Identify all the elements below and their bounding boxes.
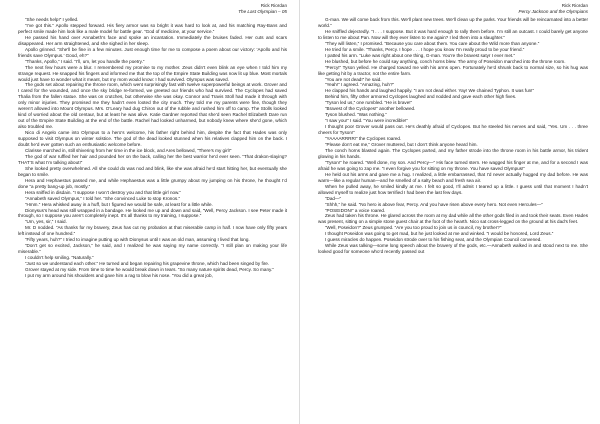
paragraph: “POSEIDON!” a voice roared. bbox=[325, 207, 386, 213]
paragraph: He held out his arms and gave me a hug. I realized, a little embarrassed, that I’d never actually hugged my dad before. He was warm—like a regular human—and he smelled of a salty beach and fresh sea air. bbox=[318, 171, 588, 183]
paragraph: “You are not dead!” he said. bbox=[325, 76, 382, 82]
paragraph: “Well, Poseidon?” Zeus grumped. “Are you too proud to join us in council, my brother?” bbox=[325, 225, 502, 231]
paragraph: He sniffled dejectedly. “I . . . I suppose. But it was hard enough to rally them before. I’m still an outcast. I could barely get anyone to listen to me about Pan. Now will they ever listen to me again? I led them into a slaughter.” bbox=[318, 28, 588, 40]
paragraph: Zeus had taken his throne. He glared across the room at my dad while all the other gods filed in and took their seats. Even Hades was present, sitting on a simple stone guest chair at the foot of the hearth. Nico sat cross-legged on the ground at his dad’s feet. bbox=[318, 213, 588, 225]
paragraph: “YAAAARRRR!” the Cyclopes roared. bbox=[325, 136, 402, 142]
paragraph: “They will listen,” I promised. “Because you care about them. You care about the Wild more than anyone.” bbox=[325, 40, 540, 46]
paragraph: I guess miracles do happen. Poseidon strode over to his fishing seat, and the Olympian Council convened. bbox=[325, 237, 542, 243]
paragraph: She looked pretty overwhelmed. All she could do was nod and blink, like she was afraid he’d start hitting her, but eventually she began to smile. bbox=[18, 165, 287, 177]
left-header-author: Rick Riordan bbox=[260, 3, 287, 8]
paragraph: “Um, yes, sir,” I said. bbox=[25, 219, 67, 225]
paragraph: Mr. D nodded. “As thanks for my bravery, Zeus has cut my probation at that miserable camp in half. I now have only fifty years left instead of one hundred.” bbox=[18, 225, 287, 237]
paragraph: “Fifty years, huh?” I tried to imagine putting up with Dionysus until I was an old man, assuming I lived that long. bbox=[25, 237, 250, 243]
right-page bbox=[300, 0, 600, 424]
right-page-body bbox=[318, 17, 588, 418]
paragraph: While Zeus was talking—some long speech about the bravery of the gods, etc.—Annabeth walked in and stood next to me. She looked good for someone who’d recently passed out bbox=[318, 243, 588, 255]
paragraph: I thought Poseidon was going to get mad, but he just looked at me and winked. “I would be honored, Lord Zeus.” bbox=[325, 231, 554, 237]
paragraph: Apollo grinned. “She’ll be fine in a few minutes. Just enough time for me to compose a poem about our victory: ‘Apollo and his friends save Olympus.’ Good, eh?” bbox=[18, 46, 287, 58]
paragraph: The next few hours were a blur. I remembered my promise to my mother. Zeus didn’t even blink an eye when I told him my strange request. He snapped his fingers and informed me that the top of the Empire State Building was now lit up blue. Most mortals would just have to wonder what it meant, but my mom would know: I had survived. Olympus was saved. bbox=[18, 64, 287, 82]
paragraph: I patted his arm. “Luke was right about one thing, G-man. You’re the bravest satyr I ever met.” bbox=[325, 52, 515, 58]
paragraph: Behind him, fifty other armored Cyclopes laughed and nodded and gave each other high fives. bbox=[325, 94, 517, 100]
paragraph: “Tyson!” he roared. “Well done, my son. And Percy—” His face turned stern. He wagged his finger at me, and for a second I was afraid he was going to zap me. “I even forgive you for sitting on my throne. You have saved Olympus!” bbox=[318, 159, 588, 171]
paragraph: “She needs help!” I yelled. bbox=[25, 17, 79, 22]
paragraph: “I saw you!” I said. “You were incredible!” bbox=[325, 118, 408, 124]
paragraph: “I’ve got this.” Apollo stepped forward. His fiery armor was so bright it was hard to look at, and his matching Ray-Bans and perfect smile made him look like a male model for battle gear. “God of medicine, at your service.” bbox=[18, 22, 287, 34]
paragraph: He tried for a smile. “Thanks, Percy. I hope . . . I hope you know I’m really proud to be your friend.” bbox=[325, 46, 525, 52]
paragraph: “Please don’t eat me,” Grover muttered, but I don’t think anyone heard him. bbox=[325, 142, 478, 148]
paragraph: “Percy!” Tyson yelled. He charged toward me with his arms open. Fortunately he’d shrunk back to normal size, so his hug was like getting hit by a tractor, not the entire farm. bbox=[318, 64, 588, 76]
paragraph: When he pulled away, he smiled kindly at me. I felt so good, I’ll admit I teared up a little. I guess until that moment I hadn’t allowed myself to realize just how terrified I had been the last few days. bbox=[318, 183, 588, 195]
right-page-header bbox=[519, 3, 588, 14]
paragraph: He clapped his hands and laughed happily. “I am not dead either. Yay! We chained Typhon. It was fun!” bbox=[325, 88, 534, 94]
paragraph: “Just so we understand each other.” He turned and began repairing his grapevine throne, which had been singed by fire. bbox=[25, 261, 270, 267]
paragraph: I put my arm around his shoulders and gave him a rag to blow his nose. “You did a great job, bbox=[25, 272, 213, 278]
paragraph: Tyson blushed. “Was nothing.” bbox=[325, 112, 387, 118]
paragraph: “Yeah!” I agreed. “Amazing, huh?” bbox=[325, 82, 395, 88]
paragraph: Hera and Hephaestus passed me, and while Hephaestus was a little grumpy about my jumping on his throne, he thought I’d done “a pretty bang-up job, mostly.” bbox=[18, 177, 287, 189]
paragraph: I thought poor Grover would pass out. He’s deathly afraid of Cyclopes. But he steeled his nerves and said, “Yes. Um . . . three cheers for Tyson!” bbox=[318, 124, 588, 136]
paragraph: G-man. We will come back from this. We’ll plant new trees. We’ll clean up the parks. Your friends will be reincarnated into a better world.” bbox=[318, 17, 588, 28]
paragraph: The god of war ruffled her hair and pounded her on the back, calling her the best warrior he’d ever seen. “That drakon-slaying? THAT’S what I’m talking about!” bbox=[18, 153, 287, 165]
left-header-book: The Last Olympian – 05 bbox=[238, 8, 287, 14]
paragraph: Grover stayed at my side. From time to time he would break down in tears. “So many nature spirits dead, Percy. So many.” bbox=[25, 267, 274, 273]
left-page-body bbox=[18, 17, 287, 418]
paragraph: “Thanks, Apollo,” I said. “I’ll, um, let you handle the poetry.” bbox=[25, 58, 145, 64]
paragraph: He blushed, but before he could say anything, conch horns blew. The army of Poseidon marched into the throne room. bbox=[325, 58, 566, 64]
paragraph: “Tyson led us,” one rumbled. “He is brave!” bbox=[325, 100, 413, 106]
paragraph: “Don’t get so excited, Jackson,” he said, and I realized he was saying my name correctly. “I still plan on making your life miserable.” bbox=[18, 243, 287, 255]
paragraph: Hera sniffed in disdain. “I suppose I won’t destroy you and that little girl now.” bbox=[25, 189, 181, 195]
right-header-book: Percy Jackson and the Olympians bbox=[518, 8, 588, 14]
paragraph: Dionysus’s head was still wrapped in a bandage. He looked me up and down and said, “Well, Percy Jackson. I see Peter made it through, so I suppose you aren’t completely inept. It’s all thanks to my training, I suppose.” bbox=[18, 207, 287, 219]
paragraph: “Dad—” bbox=[325, 195, 342, 201]
paragraph: “Hmm.” Hera whisked away in a huff, but I figured we would be safe, at least for a little while. bbox=[25, 201, 213, 207]
left-page-header bbox=[238, 3, 287, 14]
right-header-author: Rick Riordan bbox=[561, 3, 588, 8]
paragraph: “Annabeth saved Olympus,” I told her. “She convinced Luke to stop Kronos.” bbox=[25, 195, 180, 201]
paragraph: The conch horns blasted again. The Cyclopes parted, and my father strode into the throne room in his battle armor, his trident glowing in his hands. bbox=[318, 147, 588, 159]
paragraph: I couldn’t help smiling. “Naturally.” bbox=[25, 255, 94, 261]
paragraph: “Shhh,” he said. “No hero is above fear, Percy. And you have risen above every hero. Not even Hercules—” bbox=[325, 201, 543, 207]
paragraph: Nico di Angelo came into Olympus to a hero’s welcome, his father right behind him, despite the fact that Hades was only supposed to visit Olympus on winter solstice. The god of the dead looked stunned when his relatives clapped him on the back. I doubt he’d ever gotten such an enthusiastic welcome before. bbox=[18, 130, 287, 148]
paragraph: Clarisse marched in, still shivering from her time in the ice block, and Ares bellowed, “There’s my girl!” bbox=[25, 147, 232, 153]
paragraph: The gods set about repairing the throne room, which went surprisingly fast with twelve superpowerful beings at work. Grover and I cared for the wounded, and once the sky bridge re-formed, we greeted our friends who had survived. The Cyclopes had saved Thalia from the fallen statue. She was on crutches, but otherwise she was okay. Connor and Travis Stoll had made it through with only minor injuries. They promised me they hadn’t even looted the city much. They told me my parents were fine, though they weren’t allowed into Mount Olympus. Mrs. O’Leary had dug Chiron out of the rubble and rushed him off to camp. The Stolls looked kind of worried about the old centaur, but at least he was alive. Katie Gardner reported that she’d seen Rachel Elizabeth Dare run out of the Empire State Building at the end of the battle. Rachel had looked unharmed, but nobody knew where she’d gone, which also troubled me. bbox=[18, 82, 287, 130]
paragraph: “Bravest of the Cyclopes!” another bellowed. bbox=[325, 106, 416, 112]
paragraph: He passed his hand over Annabeth’s face and spoke an incantation. Immediately the bruises faded. Her cuts and scars disappeared. Her arm straightened, and she sighed in her sleep. bbox=[18, 34, 287, 46]
